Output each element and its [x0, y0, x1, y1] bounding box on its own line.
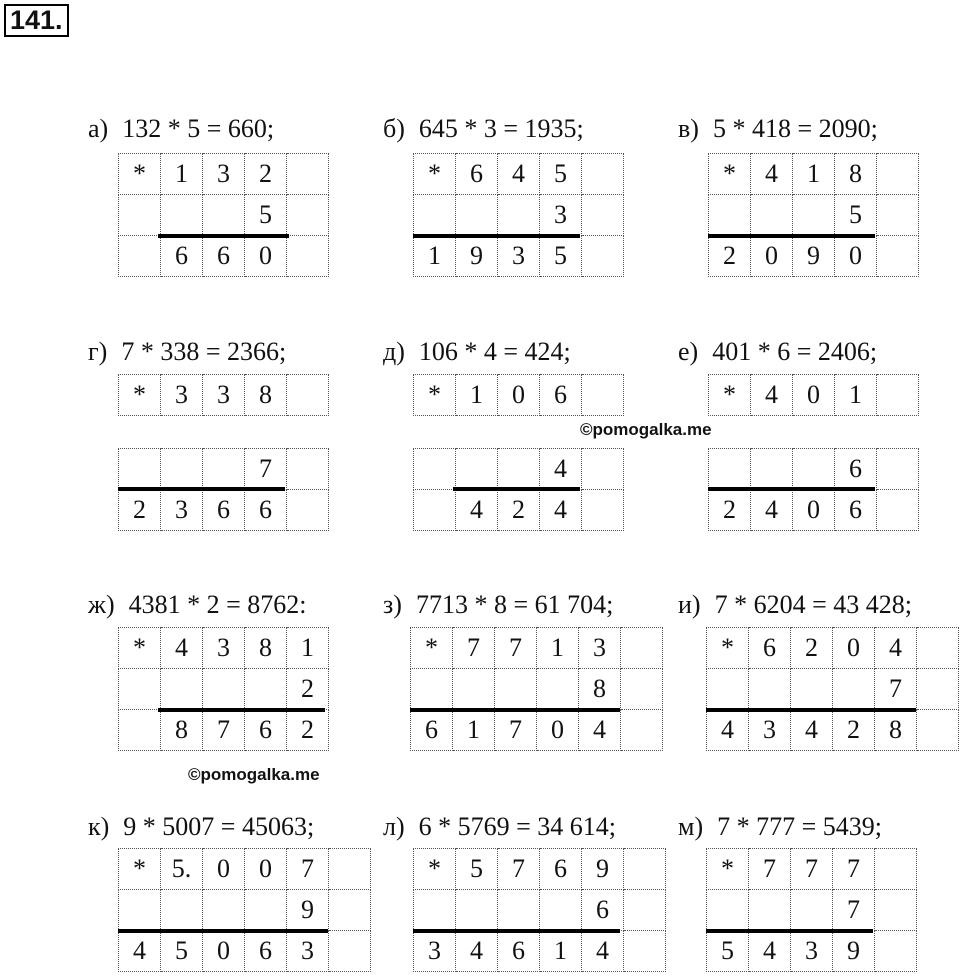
multiplicand-cell: 4 — [751, 375, 793, 416]
multiplicand-cell: 7 — [495, 628, 537, 669]
item-label: д) — [383, 337, 405, 366]
column-multiplication-grid — [706, 848, 917, 972]
multiplier-cell — [411, 669, 453, 710]
multiplier-cell — [917, 669, 959, 710]
product-cell — [329, 931, 371, 972]
multiplicand-cell: * — [414, 849, 456, 890]
multiplicand-cell: 0 — [833, 628, 875, 669]
multiplier-cell: 3 — [540, 195, 582, 236]
multiplicand-cell: 0 — [203, 849, 245, 890]
product-cell: 7 — [203, 710, 245, 751]
product-cell: 8 — [161, 710, 203, 751]
item-label: в) — [678, 114, 699, 143]
multiplier-cell — [119, 449, 161, 490]
multiplicand-cell — [287, 375, 329, 416]
multiplier-cell — [453, 669, 495, 710]
task-number: 141. — [4, 4, 69, 37]
multiplier-cell — [203, 195, 245, 236]
multiplicand-cell — [329, 849, 371, 890]
product-cell: 4 — [791, 710, 833, 751]
multiplier-cell — [495, 669, 537, 710]
multiplier-cell — [537, 669, 579, 710]
multiplicand-cell: 4 — [875, 628, 917, 669]
underline-bar — [158, 708, 325, 712]
multiplier-cell: 9 — [287, 890, 329, 931]
multiplicand-cell: 5 — [456, 849, 498, 890]
multiplier-cell — [456, 449, 498, 490]
product-cell — [624, 931, 666, 972]
product-cell: 4 — [707, 710, 749, 751]
column-multiplication-grid — [708, 153, 919, 277]
multiplicand-cell: 2 — [245, 154, 287, 195]
multiplicand-cell: 6 — [456, 154, 498, 195]
multiplier-cell — [287, 449, 329, 490]
equation — [383, 590, 613, 620]
product-cell: 3 — [287, 931, 329, 972]
multiplicand-cell: * — [414, 375, 456, 416]
underline-bar — [413, 234, 580, 238]
product-cell — [287, 490, 329, 531]
multiplicand-cell — [877, 375, 919, 416]
multiplicand-cell: 7 — [453, 628, 495, 669]
multiplicand-cell: 8 — [245, 628, 287, 669]
product-cell: 1 — [414, 236, 456, 277]
multiplicand-cell: 1 — [456, 375, 498, 416]
product-cell: 2 — [709, 236, 751, 277]
product-cell — [582, 490, 624, 531]
multiplier-cell — [582, 449, 624, 490]
multiplicand-cell: 4 — [161, 628, 203, 669]
multiplier-cell: 7 — [875, 669, 917, 710]
multiplicand-cell — [624, 849, 666, 890]
product-cell: 0 — [203, 931, 245, 972]
multiplicand-cell: 2 — [791, 628, 833, 669]
product-cell: 2 — [287, 710, 329, 751]
underline-bar — [706, 929, 873, 933]
multiplicand-cell: 8 — [835, 154, 877, 195]
equation-text: 4381 * 2 = 8762: — [128, 590, 307, 619]
multiplier-cell — [456, 890, 498, 931]
product-cell: 6 — [245, 931, 287, 972]
product-cell: 1 — [453, 710, 495, 751]
column-multiplication-grid — [410, 627, 663, 751]
product-cell: 8 — [875, 710, 917, 751]
product-cell: 4 — [540, 490, 582, 531]
multiplier-cell — [414, 449, 456, 490]
equation-text: 7 * 6204 = 43 428; — [714, 590, 912, 619]
product-cell: 4 — [456, 931, 498, 972]
product-cell: 2 — [119, 490, 161, 531]
multiplicand-cell: 7 — [498, 849, 540, 890]
multiplicand-cell: 9 — [582, 849, 624, 890]
product-cell — [877, 236, 919, 277]
equation — [678, 812, 882, 842]
product-cell: 6 — [835, 490, 877, 531]
product-cell: 5 — [707, 931, 749, 972]
multiplicand-cell — [917, 628, 959, 669]
multiplier-cell: 6 — [582, 890, 624, 931]
multiplicand-cell: * — [707, 628, 749, 669]
multiplier-cell — [791, 669, 833, 710]
multiplier-cell — [414, 890, 456, 931]
multiplier-cell: 7 — [833, 890, 875, 931]
item-label: л) — [383, 812, 405, 841]
equation-text: 6 * 5769 = 34 614; — [418, 812, 617, 841]
multiplicand-cell: 7 — [833, 849, 875, 890]
multiplier-cell: 2 — [287, 669, 329, 710]
watermark: ©pomogalka.me — [188, 765, 320, 784]
product-cell: 4 — [456, 490, 498, 531]
equation-text: 106 * 4 = 424; — [418, 337, 571, 366]
multiplier-cell — [791, 890, 833, 931]
equation — [383, 337, 571, 367]
product-cell: 1 — [540, 931, 582, 972]
multiplicand-cell: 0 — [498, 375, 540, 416]
equation — [88, 337, 286, 367]
item-label: з) — [383, 590, 402, 619]
multiplicand-cell: 0 — [245, 849, 287, 890]
multiplicand-cell — [877, 154, 919, 195]
column-multiplication-grid — [118, 848, 371, 972]
equation — [678, 337, 877, 367]
product-cell — [582, 236, 624, 277]
multiplicand-cell — [582, 154, 624, 195]
product-cell: 5 — [161, 931, 203, 972]
multiplier-cell — [245, 890, 287, 931]
multiplier-cell — [749, 890, 791, 931]
multiplier-cell — [119, 669, 161, 710]
multiplicand-cell: 4 — [751, 154, 793, 195]
multiplier-cell — [161, 669, 203, 710]
multiplicand-cell: 6 — [540, 849, 582, 890]
equation-text: 7 * 338 = 2366; — [121, 337, 287, 366]
product-cell: 4 — [119, 931, 161, 972]
item-label: и) — [678, 590, 701, 619]
multiplier-cell — [793, 195, 835, 236]
column-multiplication-grid — [708, 374, 919, 416]
product-cell — [877, 490, 919, 531]
column-multiplication-grid — [413, 848, 666, 972]
multiplier-cell — [709, 195, 751, 236]
multiplier-cell — [161, 449, 203, 490]
multiplier-cell — [203, 890, 245, 931]
item-label: г) — [88, 337, 108, 366]
equation — [88, 812, 314, 842]
multiplier-cell — [833, 669, 875, 710]
multiplicand-cell: 3 — [579, 628, 621, 669]
product-cell: 2 — [833, 710, 875, 751]
product-cell: 2 — [709, 490, 751, 531]
equation — [383, 812, 616, 842]
multiplier-cell — [540, 890, 582, 931]
underline-bar — [708, 234, 875, 238]
multiplier-cell: 4 — [540, 449, 582, 490]
multiplicand-cell: 7 — [749, 849, 791, 890]
multiplicand-cell: * — [119, 154, 161, 195]
multiplicand-cell — [875, 849, 917, 890]
product-cell: 6 — [245, 710, 287, 751]
product-cell: 2 — [498, 490, 540, 531]
multiplier-cell — [456, 195, 498, 236]
multiplicand-cell: * — [709, 375, 751, 416]
multiplier-cell — [707, 669, 749, 710]
multiplier-cell — [498, 449, 540, 490]
equation-text: 132 * 5 = 660; — [122, 114, 275, 143]
multiplier-cell — [749, 669, 791, 710]
underline-bar — [706, 708, 916, 712]
underline-bar — [410, 708, 620, 712]
multiplicand-cell: 4 — [498, 154, 540, 195]
item-label: ж) — [88, 590, 115, 619]
multiplier-cell — [877, 195, 919, 236]
multiplier-cell — [751, 195, 793, 236]
product-cell — [621, 710, 663, 751]
underline-bar — [413, 929, 620, 933]
multiplicand-cell: 1 — [537, 628, 579, 669]
product-cell: 0 — [793, 490, 835, 531]
underline-bar — [453, 487, 580, 491]
column-multiplication-grid — [413, 153, 624, 277]
multiplier-cell: 7 — [245, 449, 287, 490]
item-label: к) — [88, 812, 110, 841]
multiplier-cell: 5 — [835, 195, 877, 236]
multiplicand-cell: 1 — [287, 628, 329, 669]
multiplicand-cell: 1 — [835, 375, 877, 416]
equation-text: 401 * 6 = 2406; — [712, 337, 878, 366]
multiplier-cell — [161, 195, 203, 236]
product-cell: 4 — [751, 490, 793, 531]
product-cell: 6 — [203, 490, 245, 531]
equation — [88, 590, 307, 620]
column-multiplication-grid — [118, 627, 329, 751]
product-cell: 4 — [749, 931, 791, 972]
product-cell: 4 — [579, 710, 621, 751]
equation-text: 7 * 777 = 5439; — [717, 812, 883, 841]
multiplier-cell: 8 — [579, 669, 621, 710]
product-cell: 0 — [835, 236, 877, 277]
multiplicand-cell: * — [411, 628, 453, 669]
multiplier-cell — [621, 669, 663, 710]
product-cell: 3 — [161, 490, 203, 531]
item-label: а) — [88, 114, 109, 143]
multiplier-cell — [877, 449, 919, 490]
multiplier-cell — [709, 449, 751, 490]
multiplier-cell — [203, 669, 245, 710]
multiplier-cell — [498, 195, 540, 236]
multiplicand-cell: * — [709, 154, 751, 195]
item-label: м) — [678, 812, 704, 841]
product-cell: 7 — [495, 710, 537, 751]
underline-bar — [158, 234, 289, 238]
multiplier-cell — [329, 890, 371, 931]
multiplicand-cell: 1 — [161, 154, 203, 195]
column-multiplication-grid — [413, 374, 624, 416]
equation — [88, 114, 274, 144]
multiplicand-cell: * — [707, 849, 749, 890]
equation-text: 7713 * 8 = 61 704; — [415, 590, 614, 619]
multiplicand-cell: * — [414, 154, 456, 195]
multiplicand-cell — [621, 628, 663, 669]
multiplicand-cell: 0 — [793, 375, 835, 416]
product-cell: 6 — [203, 236, 245, 277]
product-cell — [414, 490, 456, 531]
multiplicand-cell: 8 — [245, 375, 287, 416]
item-label: б) — [383, 114, 405, 143]
multiplicand-cell: * — [119, 375, 161, 416]
multiplier-cell — [245, 669, 287, 710]
product-cell: 5 — [540, 236, 582, 277]
product-cell: 9 — [793, 236, 835, 277]
equation — [678, 590, 912, 620]
multiplier-cell — [161, 890, 203, 931]
product-cell: 6 — [411, 710, 453, 751]
watermark: ©pomogalka.me — [580, 420, 712, 439]
underline-bar — [118, 929, 328, 933]
multiplier-cell — [582, 195, 624, 236]
column-multiplication-grid — [118, 153, 329, 277]
underline-bar — [708, 487, 875, 491]
multiplier-cell — [751, 449, 793, 490]
multiplicand-cell: 1 — [793, 154, 835, 195]
product-cell: 0 — [245, 236, 287, 277]
product-cell — [287, 236, 329, 277]
equation-text: 5 * 418 = 2090; — [712, 114, 878, 143]
product-cell: 9 — [833, 931, 875, 972]
equation-text: 645 * 3 = 1935; — [418, 114, 584, 143]
multiplicand-cell: * — [119, 849, 161, 890]
multiplier-cell: 6 — [835, 449, 877, 490]
multiplicand-cell: 5. — [161, 849, 203, 890]
multiplicand-cell: 7 — [287, 849, 329, 890]
multiplicand-cell: 7 — [791, 849, 833, 890]
multiplicand-cell: 3 — [203, 628, 245, 669]
multiplier-cell — [707, 890, 749, 931]
column-multiplication-grid — [118, 374, 329, 416]
multiplier-cell — [203, 449, 245, 490]
multiplicand-cell: 3 — [203, 154, 245, 195]
multiplicand-cell: 3 — [203, 375, 245, 416]
multiplicand-cell — [582, 375, 624, 416]
product-cell — [875, 931, 917, 972]
equation — [678, 114, 878, 144]
multiplier-cell — [414, 195, 456, 236]
product-cell: 3 — [791, 931, 833, 972]
multiplicand-cell — [287, 154, 329, 195]
equation — [383, 114, 584, 144]
product-cell: 0 — [537, 710, 579, 751]
product-cell: 3 — [414, 931, 456, 972]
multiplier-cell — [498, 890, 540, 931]
product-cell: 3 — [498, 236, 540, 277]
item-label: е) — [678, 337, 699, 366]
equation-text: 9 * 5007 = 45063; — [123, 812, 315, 841]
multiplier-cell — [793, 449, 835, 490]
multiplicand-cell: 6 — [540, 375, 582, 416]
multiplier-cell: 5 — [245, 195, 287, 236]
multiplier-cell — [119, 890, 161, 931]
multiplicand-cell: * — [119, 628, 161, 669]
product-cell — [119, 710, 161, 751]
product-cell: 3 — [749, 710, 791, 751]
multiplicand-cell: 3 — [161, 375, 203, 416]
multiplier-cell — [119, 195, 161, 236]
product-cell — [917, 710, 959, 751]
product-cell: 6 — [498, 931, 540, 972]
multiplier-cell — [624, 890, 666, 931]
product-cell: 9 — [456, 236, 498, 277]
product-cell: 0 — [751, 236, 793, 277]
product-cell — [119, 236, 161, 277]
multiplier-cell — [287, 195, 329, 236]
product-cell: 6 — [245, 490, 287, 531]
multiplicand-cell: 6 — [749, 628, 791, 669]
product-cell: 6 — [161, 236, 203, 277]
column-multiplication-grid — [706, 627, 959, 751]
underline-bar — [118, 487, 285, 491]
product-cell: 4 — [582, 931, 624, 972]
multiplicand-cell: 5 — [540, 154, 582, 195]
multiplier-cell — [875, 890, 917, 931]
